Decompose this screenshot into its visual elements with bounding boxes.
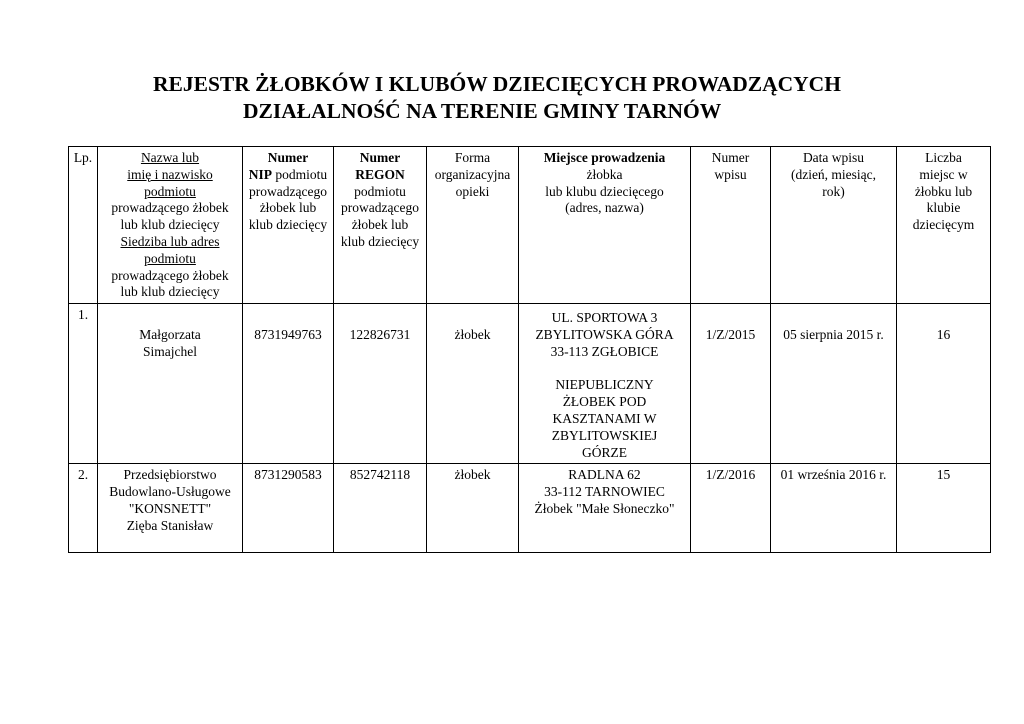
header-liczba-line: żłobku lub [914,183,973,199]
cell-miejsce-line: ZBYLITOWSKA GÓRA [535,326,674,342]
header-miejsce-line: (adres, nazwa) [565,200,644,216]
header-regon-line: klub dziecięcy [340,233,420,249]
header-forma-line: organizacyjna [434,166,511,182]
cell-forma [427,304,519,464]
cell-lp: 1. [69,304,98,464]
header-nazwa-line: podmiotu [144,183,196,199]
header-miejsce [519,147,691,304]
header-nazwa-line: Nazwa lub [140,150,200,165]
page-title-line-1: REJESTR ŻŁOBKÓW I KLUBÓW DZIECIĘCYCH PROWADZĄCYCH [153,72,841,96]
table-header-row [69,147,991,304]
header-regon-line: REGON [355,166,405,182]
header-nip-abbr: NIP [248,166,273,182]
header-nip-line [244,167,332,184]
table-row [69,464,991,553]
cell-forma-value: żłobek [454,326,491,342]
page-title-line-2: DZIAŁALNOŚĆ NA TERENIE GMINY TARNÓW [243,99,722,123]
header-data-wpisu-line: Data wpisu [802,150,865,165]
header-lp [69,147,98,304]
header-nip-line: klub dziecięcy [248,217,328,233]
header-numer-wpisu [691,147,771,304]
cell-nazwa-line: Zięba Stanisław [126,517,214,533]
cell-miejsce-line: ZBYLITOWSKIEJ [551,427,658,443]
header-data-wpisu-line: (dzień, miesiąc, [790,166,877,182]
header-nip-line: żłobek lub [259,200,317,216]
header-forma-line: opieki [455,183,490,199]
cell-nip-value: 8731949763 [254,326,322,342]
cell-miejsce-line: 33-112 TARNOWIEC [544,484,665,500]
header-nazwa-line: lub klub dziecięcy [120,217,220,233]
table-row [69,304,991,464]
cell-data-wpisu-value: 05 sierpnia 2015 r. [783,326,884,342]
cell-miejsce-line: ŻŁOBEK POD [562,394,647,410]
header-nip [243,147,334,304]
cell-liczba [897,304,991,464]
header-siedziba-line: podmiotu [144,250,196,266]
cell-regon-value: 122826731 [349,326,411,342]
header-forma [427,147,519,304]
header-nip-line: prowadzącego [249,183,327,199]
header-numer-wpisu-line: Numer [711,150,750,165]
header-data-wpisu-line: rok) [822,183,845,199]
header-miejsce-line: żłobka [586,166,623,182]
cell-miejsce-line: KASZTANAMI W [552,410,657,426]
cell-regon [334,304,427,464]
cell-miejsce-line: Żłobek "Małe Słoneczko" [534,500,675,516]
header-nazwa-line: imię i nazwisko [127,166,213,182]
cell-liczba: 15 [897,464,991,553]
cell-numer-wpisu: 1/Z/2016 [691,464,771,553]
cell-nazwa [98,304,243,464]
cell-miejsce-line: 33-113 ZGŁOBICE [550,343,659,359]
cell-nip [243,304,334,464]
cell-numer-wpisu-value: 1/Z/2015 [705,326,756,342]
header-nip-line: Numer [267,150,309,165]
header-nazwa-line: prowadzącego żłobek [111,200,229,216]
header-forma-line: Forma [454,150,491,165]
cell-nazwa-line: Przedsiębiorstwo [123,467,217,483]
cell-nazwa-line: Budowlano-Usługowe [109,484,231,500]
header-liczba-line: Liczba [925,150,962,165]
cell-nazwa-line: Simajchel [143,343,197,359]
cell-nip: 8731290583 [243,464,334,553]
header-siedziba-line: Siedziba lub adres [120,233,220,249]
header-regon-line: żłobek lub [351,217,409,233]
cell-forma: żłobek [427,464,519,553]
header-numer-wpisu-line: wpisu [714,166,747,182]
cell-miejsce [519,464,691,553]
cell-miejsce-line: GÓRZE [582,444,627,460]
header-lp-label: Lp. [73,150,93,165]
header-liczba-line: miejsc w [919,166,968,182]
header-nip-rest: podmiotu [272,166,328,182]
cell-miejsce-line: RADLNA 62 [568,467,641,483]
header-miejsce-line: Miejsce prowadzenia [543,150,666,165]
header-liczba-line: klubie [926,200,961,216]
cell-miejsce-line: UL. SPORTOWA 3 [551,310,658,326]
cell-regon: 852742118 [334,464,427,553]
header-regon [334,147,427,304]
header-regon-line: prowadzącego [341,200,419,216]
cell-data-wpisu [771,304,897,464]
cell-miejsce-line: NIEPUBLICZNY [555,377,654,393]
header-siedziba-line: prowadzącego żłobek [111,267,229,283]
header-liczba [897,147,991,304]
cell-numer-wpisu [691,304,771,464]
header-siedziba-line: lub klub dziecięcy [120,284,220,300]
cell-liczba-value: 16 [936,326,951,342]
cell-data-wpisu: 01 września 2016 r. [771,464,897,553]
cell-lp: 2. [69,464,98,553]
cell-miejsce [519,304,691,464]
cell-nazwa-line: "KONSNETT" [128,500,212,516]
cell-nazwa-line: Małgorzata [139,326,201,342]
header-miejsce-line: lub klubu dziecięcego [545,183,664,199]
header-nazwa [98,147,243,304]
cell-nazwa [98,464,243,553]
header-regon-line: podmiotu [354,183,406,199]
header-regon-line: Numer [359,150,401,165]
header-data-wpisu [771,147,897,304]
register-table [68,146,991,553]
header-liczba-line: dziecięcym [912,217,975,233]
